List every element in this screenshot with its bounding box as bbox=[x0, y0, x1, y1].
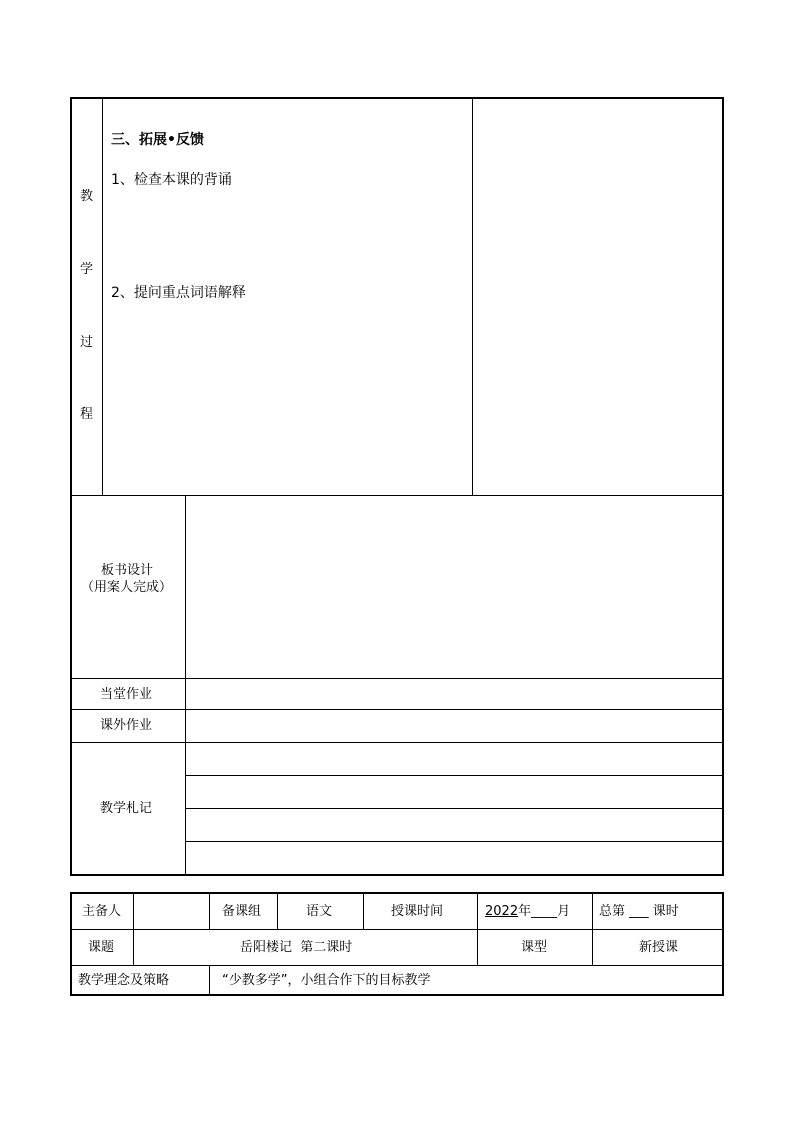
year-value: 2022 bbox=[485, 904, 519, 919]
side-label-char: 教 bbox=[80, 189, 94, 204]
divider bbox=[477, 893, 478, 965]
divider bbox=[186, 775, 723, 776]
divider bbox=[277, 893, 278, 930]
side-label-char: 程 bbox=[80, 407, 94, 422]
teaching-philosophy-value: “少教多学”，小组合作下的目标教学 bbox=[222, 973, 431, 988]
lesson-type-value: 新授课 bbox=[639, 940, 679, 955]
teaching-notes-label: 教学札记 bbox=[100, 801, 153, 816]
year-unit: 年 bbox=[518, 904, 532, 919]
preparer-label: 主备人 bbox=[82, 904, 122, 919]
total-prefix: 总第 bbox=[599, 904, 626, 919]
board-design-label: 板书设计 bbox=[101, 563, 154, 578]
divider bbox=[71, 742, 723, 743]
lesson-group-label: 备课组 bbox=[222, 904, 262, 919]
divider bbox=[363, 893, 364, 930]
after-class-homework-label: 课外作业 bbox=[100, 718, 153, 733]
process-item: 2、提问重点词语解释 bbox=[111, 285, 246, 301]
class-time-value bbox=[485, 904, 570, 920]
divider bbox=[209, 966, 210, 995]
total-blank: ___ bbox=[629, 904, 649, 919]
total-lessons bbox=[599, 904, 679, 920]
total-suffix: 课时 bbox=[652, 904, 679, 919]
section-title: 三、拓展•反馈 bbox=[111, 132, 204, 148]
divider bbox=[472, 98, 473, 496]
board-design-note: （用案人完成） bbox=[81, 580, 173, 595]
topic-label: 课题 bbox=[88, 940, 115, 955]
divider bbox=[71, 929, 723, 930]
divider bbox=[71, 965, 723, 966]
class-time-label: 授课时间 bbox=[391, 904, 444, 919]
lesson-group-value: 语文 bbox=[306, 904, 333, 919]
divider bbox=[71, 709, 723, 710]
month-blank: ____ bbox=[531, 904, 558, 919]
divider bbox=[186, 808, 723, 809]
month-unit: 月 bbox=[557, 904, 571, 919]
side-label-char: 过 bbox=[80, 335, 94, 350]
process-item: 1、检查本课的背诵 bbox=[111, 172, 232, 188]
divider bbox=[185, 496, 186, 875]
in-class-homework-label: 当堂作业 bbox=[100, 687, 153, 702]
lesson-type-label: 课型 bbox=[521, 940, 548, 955]
divider bbox=[186, 841, 723, 842]
topic-value: 岳阳楼记 第二课时 bbox=[240, 940, 353, 955]
divider bbox=[592, 893, 593, 965]
teaching-philosophy-label: 教学理念及策略 bbox=[78, 973, 170, 988]
lesson-plan-table bbox=[70, 97, 724, 876]
divider bbox=[133, 893, 134, 965]
divider bbox=[71, 495, 723, 496]
divider bbox=[102, 98, 103, 496]
side-label-char: 学 bbox=[80, 262, 94, 277]
divider bbox=[209, 893, 210, 930]
divider bbox=[71, 678, 723, 679]
